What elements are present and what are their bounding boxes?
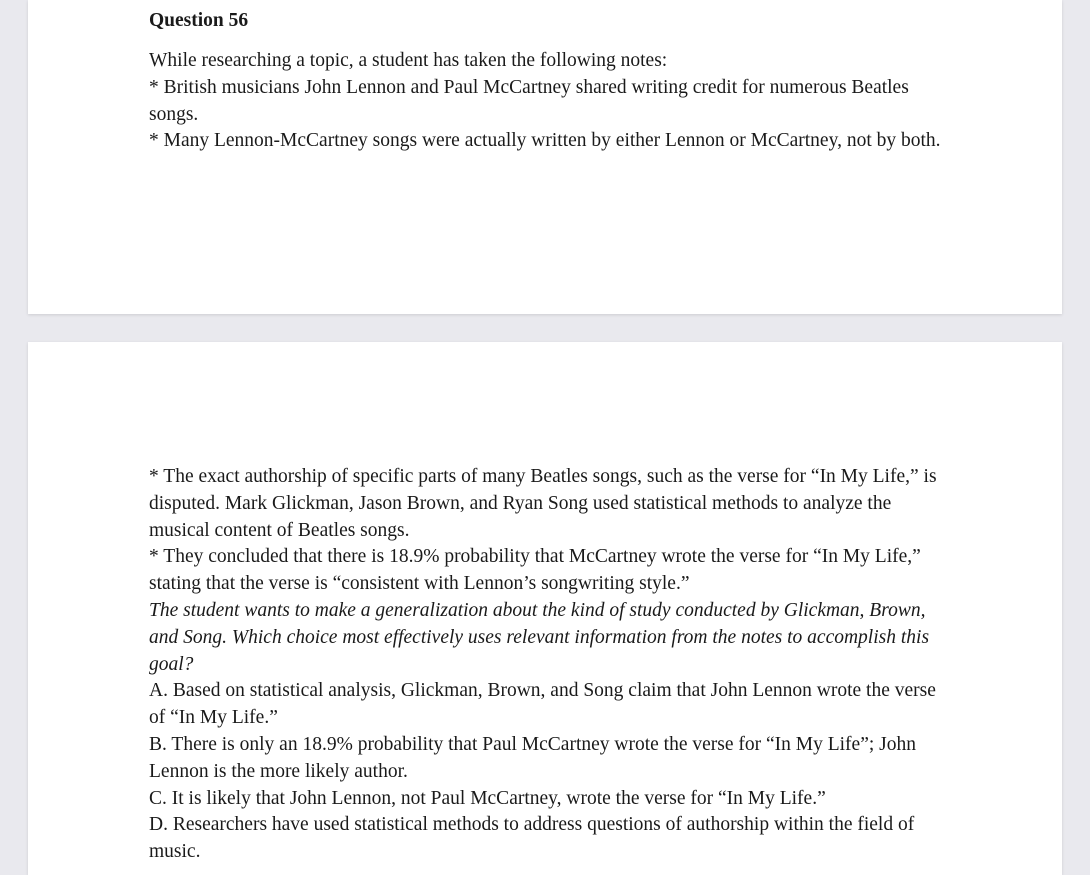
note-1: * British musicians John Lennon and Paul McCartney shared writing credit for numerous Beatles songs.: [149, 75, 949, 129]
page-2-content: [149, 464, 949, 866]
page-1: [28, 0, 1062, 314]
note-4: * They concluded that there is 18.9% probability that McCartney wrote the verse for “In My Life,” stating that the verse is “consistent with Lennon’s songwriting style.”: [149, 544, 949, 598]
choice-d[interactable]: D. Researchers have used statistical methods to address questions of authorship within the field of music.: [149, 814, 915, 863]
question-title: Question 56: [149, 10, 249, 31]
question-prompt: The student wants to make a generalization about the kind of study conducted by Glickman, Brown, and Song. Which choice most effectively uses relevant information from the notes to accomplish this goal?: [149, 599, 930, 675]
choice-b[interactable]: B. There is only an 18.9% probability that Paul McCartney wrote the verse for “In My Life”; John Lennon is the more likely author.: [149, 733, 916, 782]
note-3: * The exact authorship of specific parts of many Beatles songs, such as the verse for “In My Life,” is disputed. Mark Glickman, Jason Brown, and Ryan Song used statistical methods to analyze the musical content of Beatles songs.: [149, 464, 949, 544]
choice-a[interactable]: A. Based on statistical analysis, Glickman, Brown, and Song claim that John Lennon wrote the verse of “In My Life.”: [149, 680, 936, 729]
intro-text: While researching a topic, a student has taken the following notes:: [149, 50, 668, 71]
page-2: [28, 342, 1062, 875]
note-2: * Many Lennon-McCartney songs were actually written by either Lennon or McCartney, not by both.: [149, 128, 949, 155]
choice-c[interactable]: C. It is likely that John Lennon, not Paul McCartney, wrote the verse for “In My Life.”: [149, 787, 826, 809]
page-1-content: [149, 8, 949, 155]
